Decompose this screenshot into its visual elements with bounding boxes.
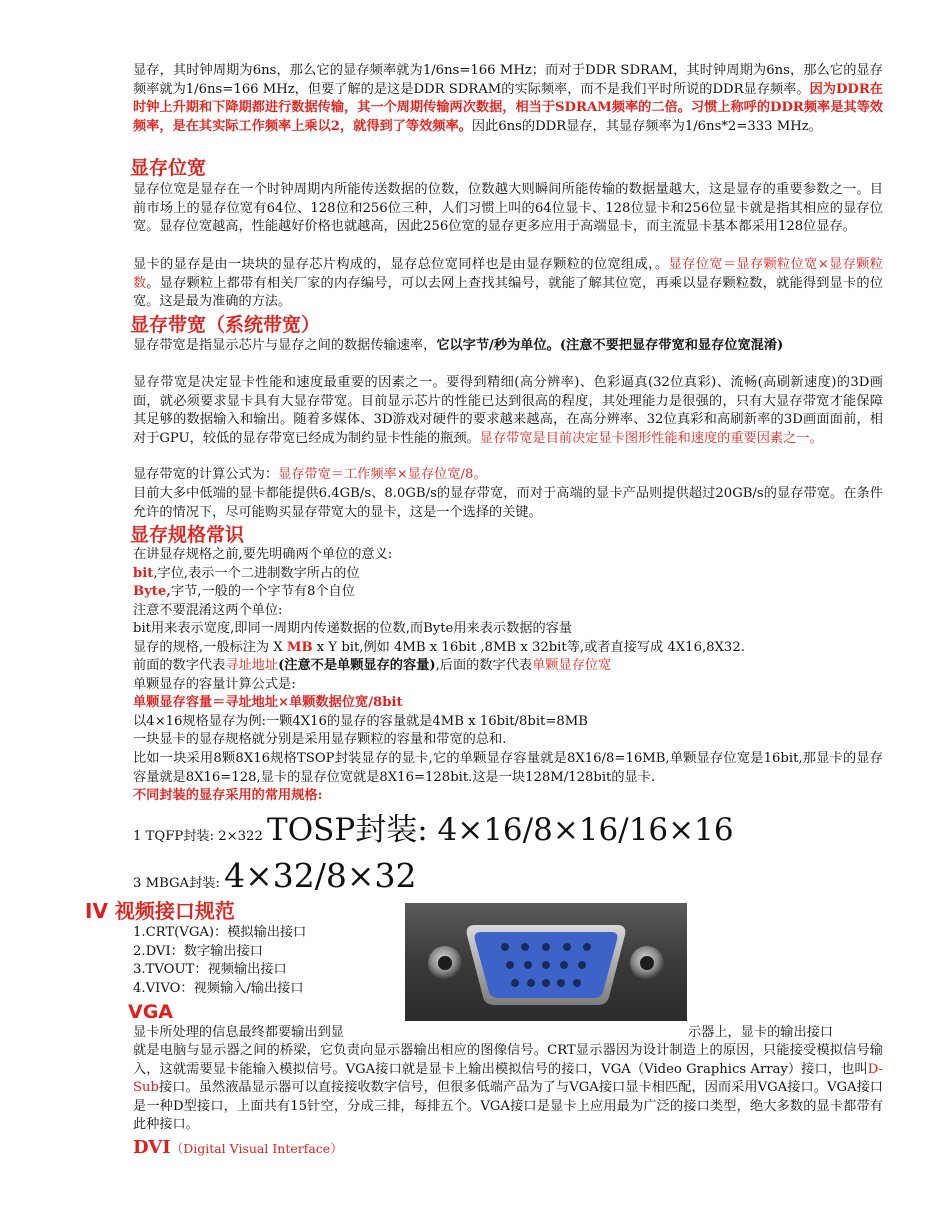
vga-paragraph-start: 显卡所处理的信息最终都要输出到显 [133,1025,344,1040]
paragraph-bandwidth-importance: 显存带宽是决定显卡性能和速度最重要的因素之一。要得到精细(高分辨率)、色彩逼真(32位真彩)、流畅(高刷新速度)的3D画面，就必须要求显卡具有大显存带宽。目前显示芯片的性能已达到很高的程度，其处理能力是很强的，只有大显存带宽才能保障其足够的数据输入和输出。随着多媒体、3D游戏对硬件的要求越来越高，在高分辨率、32位真彩和高刷新率的3D画面面前，相对于GPU，较低的显存带宽已经成为制约显卡性能的瓶颈。显存带宽是目前决定显卡图形性能和速度的重要因素之一。 [133,375,883,446]
vga-paragraph-start-right: 示器上，显卡的输出接口 [688,1025,834,1040]
video-list-item-3: 3.TVOUT：视频输出接口 [133,962,287,977]
spec-line-3: Byte,字节,一般的一个字节有8个自位 [133,584,355,599]
spec-capacity-formula: 单颗显存容量＝寻址地址×单颗数据位宽/8bit [133,695,403,710]
paragraph-ddr-frequency: 显存，其时钟周期为6ns，那么它的显存频率就为1/6ns=166 MHz；而对于DDR SDRAM，其时钟周期为6ns，那么它的显存频率就为1/6ns=166 MHz，但要了解的是这是DDR SDRAM的实际频率，而不是我们平时所说的DDR显存频率。因为DDR在时钟上升期和下降期都进行数据传输，其一个周期传输两次数据，相当于SDRAM频率的二倍。习惯上称呼的DDR频率是其等效频率，是在其实际工作频率上乘以2，就得到了等效频率。因此6ns的DDR显存，其显存频率为1/6ns*2=333 MHz。 [133,63,883,134]
video-list-item-2: 2.DVI：数字输出接口 [133,944,263,959]
paragraph-width-1: 显存位宽是显存在一个时钟周期内所能传送数据的位数，位数越大则瞬间所能传输的数据量越大，这是显存的重要参数之一。目前市场上的显存位宽有64位、128位和256位三种，人们习惯上叫的64位显卡、128位显卡和256位显卡就是指其相应的显存位宽。显存位宽越高，性能越好价格也就越高，因此256位宽的显存更多应用于高端显卡，而主流显卡基本都采用128位显存。 [133,182,883,235]
heading-memory-spec: 显存规格常识 [130,524,245,546]
spec-package-heading: 不同封装的显存采用的常用规格: [133,788,323,803]
spec-line-2: bit,字位,表示一个二进制数字所占的位 [133,566,360,581]
spec-line-1: 在讲显存规格之前,要先明确两个单位的意义: [133,547,393,562]
spec-line-4: 注意不要混淆这两个单位: [133,603,283,618]
heading-vga: VGA [128,1001,174,1023]
spec-line-10: 以4×16规格显存为例:一颗4X16的显存的容量就是4MB x 16bit/8bit=8MB [133,714,588,729]
spec-line-11: 一块显卡的显存规格就分别是采用显存颗粒的容量和带宽的总和. [133,732,507,747]
spec-line-8: 单颗显存的容量计算公式是: [133,677,296,692]
heading-memory-bandwidth: 显存带宽（系统带宽） [130,314,321,336]
heading-memory-width: 显存位宽 [130,157,207,179]
video-list-item-1: 1.CRT(VGA)：模拟输出接口 [133,925,307,940]
vga-connector-icon [405,903,687,1021]
paragraph-bandwidth-formula: 显存带宽的计算公式为：显存带宽＝工作频率×显存位宽/8。 [133,467,487,482]
vga-connector-image [405,903,687,1021]
paragraph-bandwidth-market: 目前大多中低端的显卡都能提供6.4GB/s、8.0GB/s的显存带宽，而对于高端的显卡产品则提供超过20GB/s的显存带宽。在条件允许的情况下，尽可能购买显存带宽大的显卡，这是一个选择的关键。 [133,486,883,520]
spec-line-7: 前面的数字代表寻址地址(注意不是单颗显存的容量),后面的数字代表单颗显存位宽 [133,658,612,673]
spec-line-6: 显存的规格,一般标注为 X MB x Y bit,例如 4MB x 16bit ,8MB x 32bit等,或者直接写成 4X16,8X32. [133,640,745,655]
spec-package-mbga: 3 MBGA封装: 4×32/8×32 [133,856,417,895]
paragraph-width-2: 显卡的显存是由一块块的显存芯片构成的，显存总位宽同样也是由显存颗粒的位宽组成，。显存位宽＝显存颗粒位宽×显存颗粒数。显存颗粒上都带有相关厂家的内存编号，可以去网上查找其编号，就能了解其位宽，再乘以显存颗粒数，就能得到显卡的位宽。这是最为准确的方法。 [133,257,884,310]
heading-video-interface: IV 视频接口规范 [85,899,235,923]
spec-package-tqfp-tosp: 1 TQFP封装: 2×322 TOSP封装: 4×16/8×16/16×16 [133,812,734,848]
spec-line-5: bit用来表示宽度,即同一周期内传递数据的位数,而Byte用来表示数据的容量 [133,621,573,636]
heading-dvi: DVI（Digital Visual Interface） [133,1137,343,1158]
spec-line-12: 比如一块采用8颗8X16规格TSOP封装显存的显卡,它的单颗显存容量就是8X16/8=16MB,单颗显存位宽是16bit,那显卡的显存容量就是8X16=128,显卡的显存位宽就是8X16=128bit.这是一块128M/128bit的显卡. [133,751,883,785]
vga-paragraph: 就是电脑与显示器之间的桥梁，它负责向显示器输出相应的图像信号。CRT显示器因为设计制造上的原因，只能接受模拟信号输入，这就需要显卡能输入模拟信号。VGA接口就是显卡上输出模拟信号的接口，VGA（Video Graphics Array）接口，也叫D-Sub接口。虽然液晶显示器可以直接接收数字信号，但很多低端产品为了与VGA接口显卡相匹配，因而采用VGA接口。VGA接口是一种D型接口，上面共有15针空，分成三排，每排五个。VGA接口是显卡上应用最为广泛的接口类型，绝大多数的显卡都带有此种接口。 [133,1043,883,1133]
paragraph-bandwidth-def: 显存带宽是指显示芯片与显存之间的数据传输速率，它以字节/秒为单位。(注意不要把显存带宽和显存位宽混淆) [133,338,784,353]
video-list-item-4: 4.VIVO：视频输入/输出接口 [133,981,304,996]
